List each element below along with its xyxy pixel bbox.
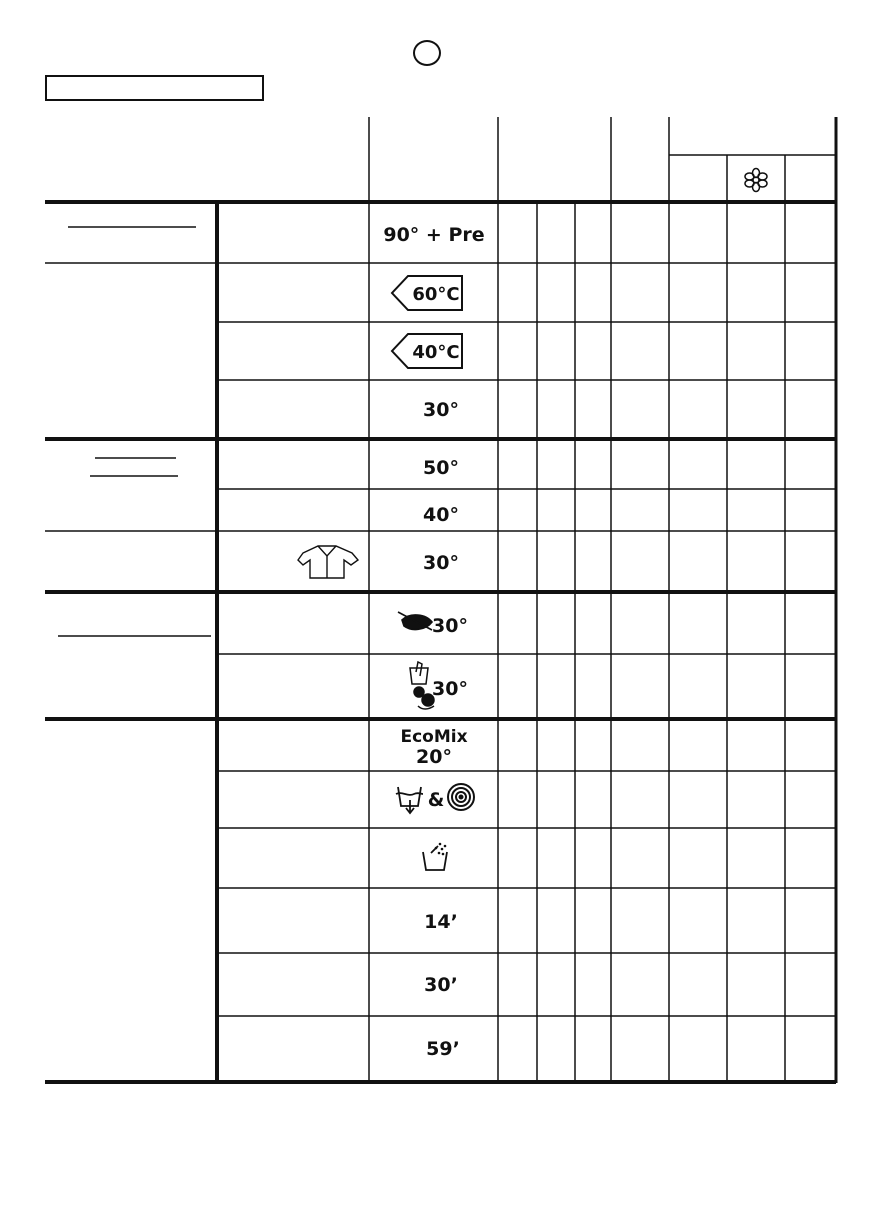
symbol-row-9: 30° [432,678,468,700]
softener-flower-icon [745,169,767,192]
temp-tag-40-icon [392,334,462,368]
rinse-icon [423,843,447,870]
symbol-row-14: 30’ [424,974,458,996]
symbol-row-11: & [427,789,445,811]
symbol-row-13: 14’ [424,911,458,933]
symbol-row-15: 59’ [426,1038,460,1060]
symbol-row-7: 30° [423,552,459,574]
drain-icon [396,787,423,813]
handwash-yarn-icon [410,662,434,709]
symbol-row-4: 30° [423,399,459,421]
wool-feather-icon [398,612,432,630]
temp-tag-60-icon [392,276,462,310]
spin-icon [448,784,474,810]
symbol-row-5: 50° [423,457,459,479]
symbol-row-2: 60°C [412,284,460,305]
symbol-row-10-line1: EcoMix [400,727,468,747]
symbol-row-6: 40° [423,504,459,526]
symbol-row-8: 30° [432,615,468,637]
symbol-row-10-line2: 20° [416,746,452,768]
symbol-row-3: 40°C [412,342,460,363]
symbol-row-1: 90° + Pre [383,224,485,246]
shirt-icon [298,546,358,578]
